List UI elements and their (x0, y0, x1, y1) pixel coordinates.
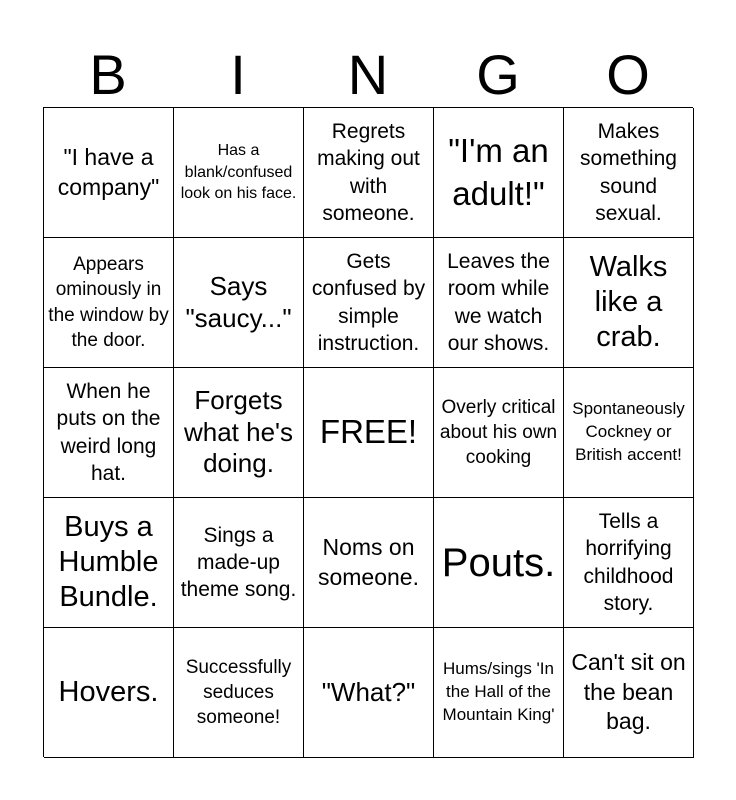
bingo-cell-text: Hums/sings 'In the Hall of the Mountain King' (442, 659, 555, 724)
bingo-cell[interactable] (564, 498, 694, 628)
bingo-cell[interactable] (174, 238, 304, 368)
bingo-cell-text: Appears ominously in the window by the door. (48, 254, 169, 351)
bingo-cell-text: Has a blank/confused look on his face. (180, 142, 297, 203)
bingo-cell-text: Says "saucy..." (185, 270, 292, 333)
bingo-cell-text: "I have a company" (57, 143, 160, 200)
bingo-header (43, 42, 693, 108)
bingo-cell[interactable] (434, 498, 564, 628)
bingo-cell-text: Spontaneously Cockney or British accent! (572, 399, 685, 464)
bingo-cell[interactable] (44, 238, 174, 368)
bingo-cell-text: Buys a Humble Bundle. (58, 511, 159, 613)
bingo-cell[interactable] (434, 628, 564, 758)
bingo-cell[interactable] (434, 108, 564, 238)
bingo-cell[interactable] (44, 108, 174, 238)
bingo-grid (43, 107, 693, 757)
bingo-cell-text: Overly critical about his own cooking (439, 396, 558, 469)
bingo-cell[interactable] (174, 368, 304, 498)
bingo-cell[interactable] (564, 238, 694, 368)
bingo-cell-text: Can't sit on the bean bag. (571, 648, 686, 735)
bingo-cell-text: FREE! (319, 413, 418, 451)
bingo-cell[interactable] (564, 628, 694, 758)
bingo-cell-text: "I'm an adult!" (448, 132, 549, 212)
header-letter-i: I (230, 43, 246, 106)
bingo-cell-text: "What?" (321, 676, 416, 707)
bingo-cell-text: Gets confused by simple instruction. (311, 249, 426, 355)
bingo-cell-text: Makes something sound sexual. (580, 119, 677, 225)
bingo-cell[interactable] (44, 368, 174, 498)
bingo-cell[interactable] (434, 368, 564, 498)
bingo-cell[interactable] (44, 498, 174, 628)
bingo-cell[interactable] (44, 628, 174, 758)
bingo-cell-text: Regrets making out with someone. (317, 119, 420, 225)
bingo-cell-text: Noms on someone. (317, 533, 419, 590)
bingo-cell-text: Pouts. (441, 540, 556, 585)
bingo-cell[interactable] (564, 108, 694, 238)
header-letter-o: O (606, 43, 650, 106)
bingo-cell-text: Forgets what he's doing. (183, 384, 294, 479)
bingo-cell-text: Hovers. (58, 676, 159, 709)
bingo-cell-text: Sings a made-up theme song. (180, 523, 297, 602)
bingo-cell[interactable] (304, 238, 434, 368)
bingo-free-cell[interactable] (304, 368, 434, 498)
bingo-cell-text: Walks like a crab. (589, 251, 668, 353)
bingo-cell[interactable] (564, 368, 694, 498)
bingo-cell[interactable] (434, 238, 564, 368)
header-letter-n: N (347, 43, 389, 106)
bingo-cell-text: Successfully seduces someone! (185, 656, 292, 729)
bingo-cell[interactable] (174, 498, 304, 628)
bingo-cell-text: When he puts on the weird long hat. (56, 379, 161, 485)
header-letter-b: B (89, 43, 127, 106)
bingo-cell[interactable] (174, 628, 304, 758)
bingo-cell[interactable] (304, 498, 434, 628)
bingo-cell[interactable] (174, 108, 304, 238)
bingo-cell-text: Tells a horrifying childhood story. (583, 509, 674, 615)
bingo-cell-text: Leaves the room while we watch our shows. (447, 249, 550, 355)
bingo-cell[interactable] (304, 628, 434, 758)
bingo-cell[interactable] (304, 108, 434, 238)
header-letter-g: G (476, 43, 520, 106)
